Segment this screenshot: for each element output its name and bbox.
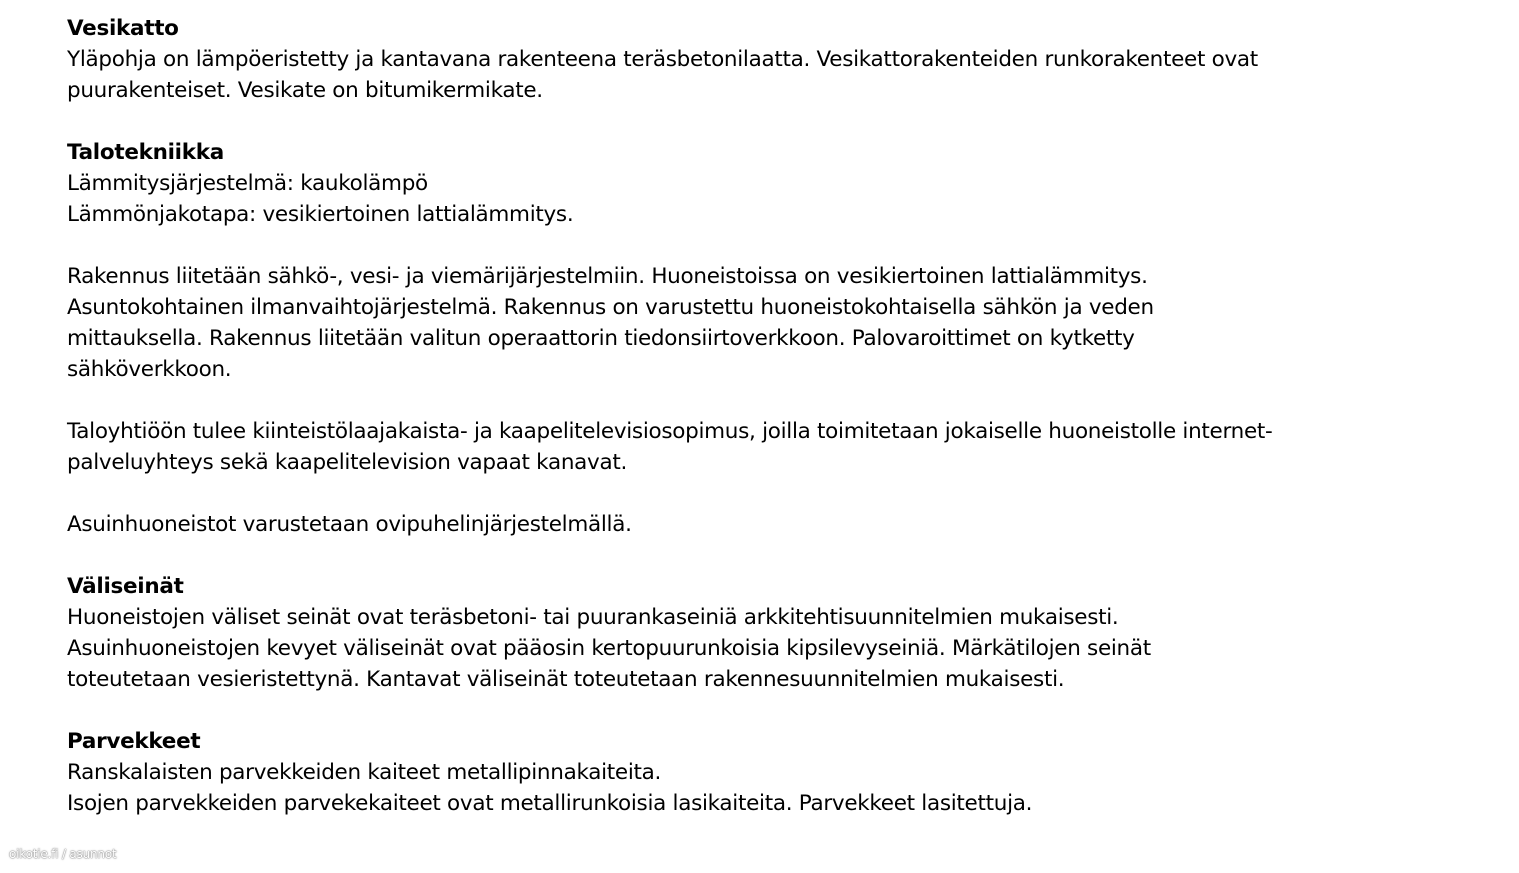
paragraph-line: Asuinhuoneistojen kevyet väliseinät ovat pääosin kertopuurunkoisia kipsilevyseiniä. Märkätilojen seinät (67, 636, 1151, 661)
paragraph-line: Huoneistojen väliset seinät ovat teräsbetoni- tai puurankaseiniä arkkitehtisuunnitelmien mukaisesti. (67, 605, 1119, 630)
paragraph-spacer (67, 385, 1467, 416)
paragraph-line: toteutetaan vesieristettynä. Kantavat väliseinät toteutetaan rakennesuunnitelmien mukaisesti. (67, 667, 1065, 692)
document-body (67, 13, 1467, 819)
section-heading: Väliseinät (67, 574, 184, 599)
paragraph-line: Taloyhtiöön tulee kiinteistölaajakaista- ja kaapelitelevisiosopimus, joilla toimitetaan jokaiselle huoneistolle internet- (67, 419, 1273, 444)
paragraph-spacer (67, 695, 1467, 726)
paragraph-doorphone (67, 509, 1467, 540)
paragraph-line: puurakenteiset. Vesikate on bitumikermikate. (67, 78, 543, 103)
paragraph-line: sähköverkkoon. (67, 357, 232, 382)
paragraph-spacer (67, 230, 1467, 261)
paragraph-line: palveluyhteys sekä kaapelitelevision vapaat kanavat. (67, 450, 627, 475)
paragraph-line: Asuntokohtainen ilmanvaihtojärjestelmä. Rakennus on varustettu huoneistokohtaisella sähkön ja veden (67, 295, 1154, 320)
paragraph-spacer (67, 478, 1467, 509)
paragraph-line: Isojen parvekkeiden parvekekaiteet ovat metallirunkoisia lasikaiteita. Parvekkeet lasitettuja. (67, 791, 1033, 816)
paragraph-broadband (67, 416, 1467, 478)
paragraph-line: Rakennus liitetään sähkö-, vesi- ja viemärijärjestelmiin. Huoneistoissa on vesikiertoinen lattialämmitys. (67, 264, 1148, 289)
paragraph-line: Lämmönjakotapa: vesikiertoinen lattialämmitys. (67, 202, 574, 227)
paragraph-spacer (67, 540, 1467, 571)
section-vesikatto (67, 13, 1467, 106)
section-heading: Parvekkeet (67, 729, 201, 754)
source-watermark: oikotie.fi / asunnot (9, 847, 117, 861)
paragraph-line: Lämmitysjärjestelmä: kaukolämpö (67, 171, 428, 196)
paragraph-line: mittauksella. Rakennus liitetään valitun operaattorin tiedonsiirtoverkkoon. Palovaroittimet on kytketty (67, 326, 1135, 351)
section-talotekniikka (67, 137, 1467, 230)
paragraph-line: Ranskalaisten parvekkeiden kaiteet metallipinnakaiteita. (67, 760, 662, 785)
paragraph-spacer (67, 106, 1467, 137)
section-valiseinat (67, 571, 1467, 695)
paragraph-connections (67, 261, 1467, 385)
section-heading: Talotekniikka (67, 140, 224, 165)
paragraph-line: Yläpohja on lämpöeristetty ja kantavana rakenteena teräsbetonilaatta. Vesikattorakenteiden runkorakenteet ovat (67, 47, 1258, 72)
section-parvekkeet (67, 726, 1467, 819)
paragraph-line: Asuinhuoneistot varustetaan ovipuhelinjärjestelmällä. (67, 512, 632, 537)
section-heading: Vesikatto (67, 16, 179, 41)
